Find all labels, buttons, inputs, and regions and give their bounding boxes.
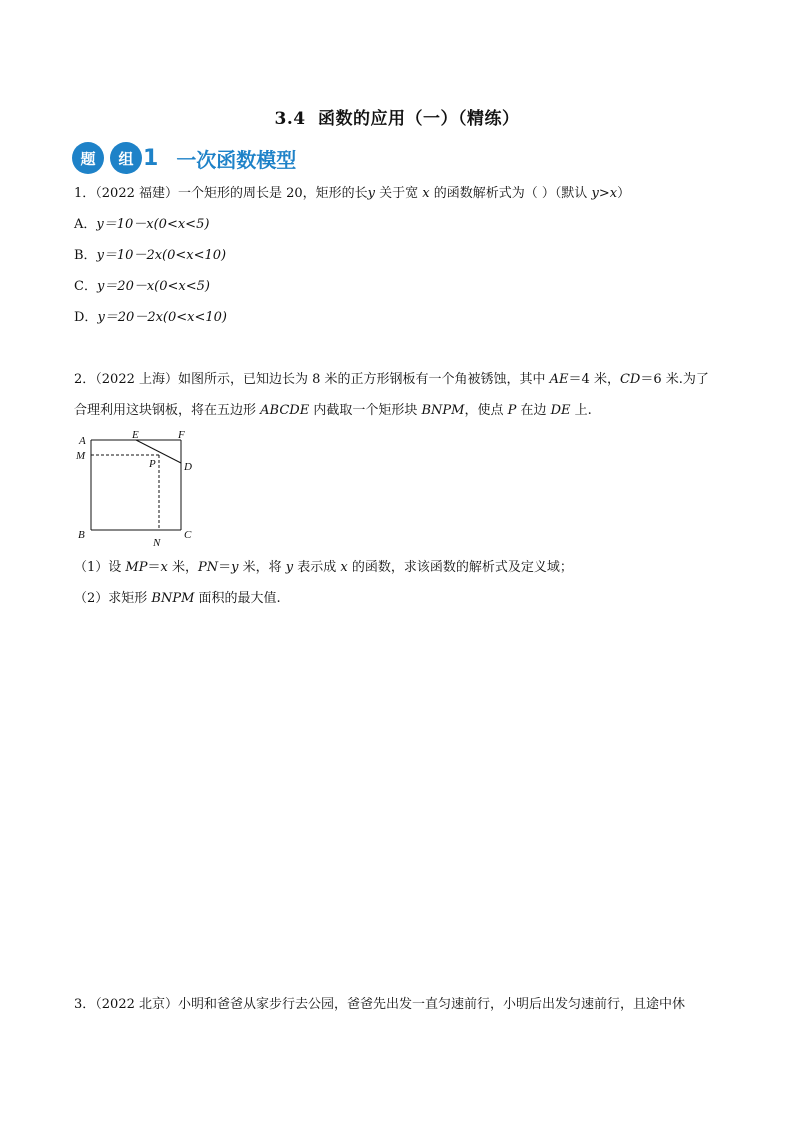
option-expr: y＝10－x(0<x<5)	[96, 217, 210, 232]
q2-text: ，使点	[464, 403, 508, 418]
group-badge-ti: 题	[72, 142, 104, 174]
option-expr: y＝20－2x(0<x<10)	[97, 310, 227, 325]
q1-option-a[interactable]	[74, 216, 209, 234]
q3-text: 3．（2022 北京）小明和爸爸从家步行去公园，爸爸先出发一直匀速前行，小明后出发匀速前行，且途中休	[74, 997, 685, 1012]
q2-var-mp: MP	[125, 560, 148, 575]
option-label: C．	[74, 279, 97, 294]
label-a: A	[79, 435, 86, 447]
label-p: P	[149, 458, 156, 470]
option-label: A．	[74, 217, 97, 232]
q1-option-b[interactable]	[74, 247, 226, 265]
q2-sub2	[74, 590, 281, 608]
square-plate-figure	[74, 430, 204, 552]
q1-stem-condition: y>x	[591, 186, 618, 201]
group-number: 1	[143, 145, 159, 171]
q2-sub2-text: （2）求矩形	[74, 591, 152, 606]
q2-sub2-text: 面积的最大值.	[194, 591, 281, 606]
q2-var-x: x	[340, 560, 348, 575]
label-b: B	[78, 529, 85, 541]
q1-stem-text-a: 1．（2022 福建）一个矩形的周长是 20，矩形的长	[74, 186, 368, 201]
q2-var-ae: AE	[549, 372, 569, 387]
q2-var-y: y	[285, 560, 294, 575]
option-label: D．	[74, 310, 98, 325]
q2-sub1-text: 表示成	[293, 560, 341, 575]
q1-stem	[74, 185, 630, 203]
q2-sub1-text: ＝	[147, 560, 161, 575]
q2-var-p: P	[507, 403, 517, 418]
label-d: D	[184, 461, 192, 473]
q1-var-y: y	[367, 186, 376, 201]
q1-stem-text-b: 关于宽	[375, 186, 423, 201]
label-f: F	[178, 430, 185, 441]
edge-ed	[136, 440, 181, 463]
page-title	[0, 104, 794, 129]
option-expr: y＝10－2x(0<x<10)	[96, 248, 227, 263]
q2-text: ＝6 米.为了	[640, 372, 709, 387]
q2-var-bnpm: BNPM	[421, 403, 465, 418]
q2-text: 内截取一个矩形块	[309, 403, 422, 418]
q1-stem-text-c: 的函数解析式为（ ）（默认	[429, 186, 592, 201]
q2-var-abcde: ABCDE	[260, 403, 310, 418]
option-expr: y＝20－x(0<x<5)	[96, 279, 210, 294]
q2-var-bnpm: BNPM	[151, 591, 195, 606]
q2-var-de: DE	[550, 403, 571, 418]
q2-var-pn: PN	[197, 560, 219, 575]
q2-sub1	[74, 559, 573, 577]
option-label: B．	[74, 248, 97, 263]
q2-var-y: y	[231, 560, 239, 575]
q1-option-d[interactable]	[74, 309, 227, 327]
q2-var-x: x	[160, 560, 168, 575]
q2-stem-line1	[74, 371, 709, 389]
q2-text: 上.	[570, 403, 592, 418]
q2-var-cd: CD	[619, 372, 641, 387]
q2-sub1-text: ＝	[218, 560, 232, 575]
q2-sub1-text: （1）设	[74, 560, 126, 575]
group-badge-zu: 组	[110, 142, 142, 174]
q1-stem-text-e: ）	[617, 186, 631, 201]
q2-sub1-text: 米，	[167, 560, 198, 575]
group-header	[72, 140, 296, 176]
q2-text: 合理利用这块钢板，将在五边形	[74, 403, 261, 418]
q1-option-c[interactable]	[74, 278, 210, 296]
label-c: C	[184, 529, 192, 541]
q2-text: ＝4 米，	[568, 372, 620, 387]
section-title: 函数的应用（一）（精练）	[318, 109, 520, 129]
q3-stem	[74, 996, 685, 1014]
q2-sub1-text: 米，将	[238, 560, 286, 575]
q1-var-x: x	[422, 186, 430, 201]
section-number: 3.4	[274, 109, 306, 129]
q2-sub1-text: 的函数，求该函数的解析式及定义域；	[347, 560, 573, 575]
group-title: 一次函数模型	[176, 147, 297, 172]
label-m: M	[76, 450, 86, 462]
label-e: E	[132, 430, 139, 441]
q2-text: 在边	[516, 403, 551, 418]
q2-text: 2．（2022 上海）如图所示，已知边长为 8 米的正方形钢板有一个角被锈蚀，其中	[74, 372, 550, 387]
q2-stem-line2	[74, 402, 592, 420]
label-n: N	[153, 537, 161, 549]
